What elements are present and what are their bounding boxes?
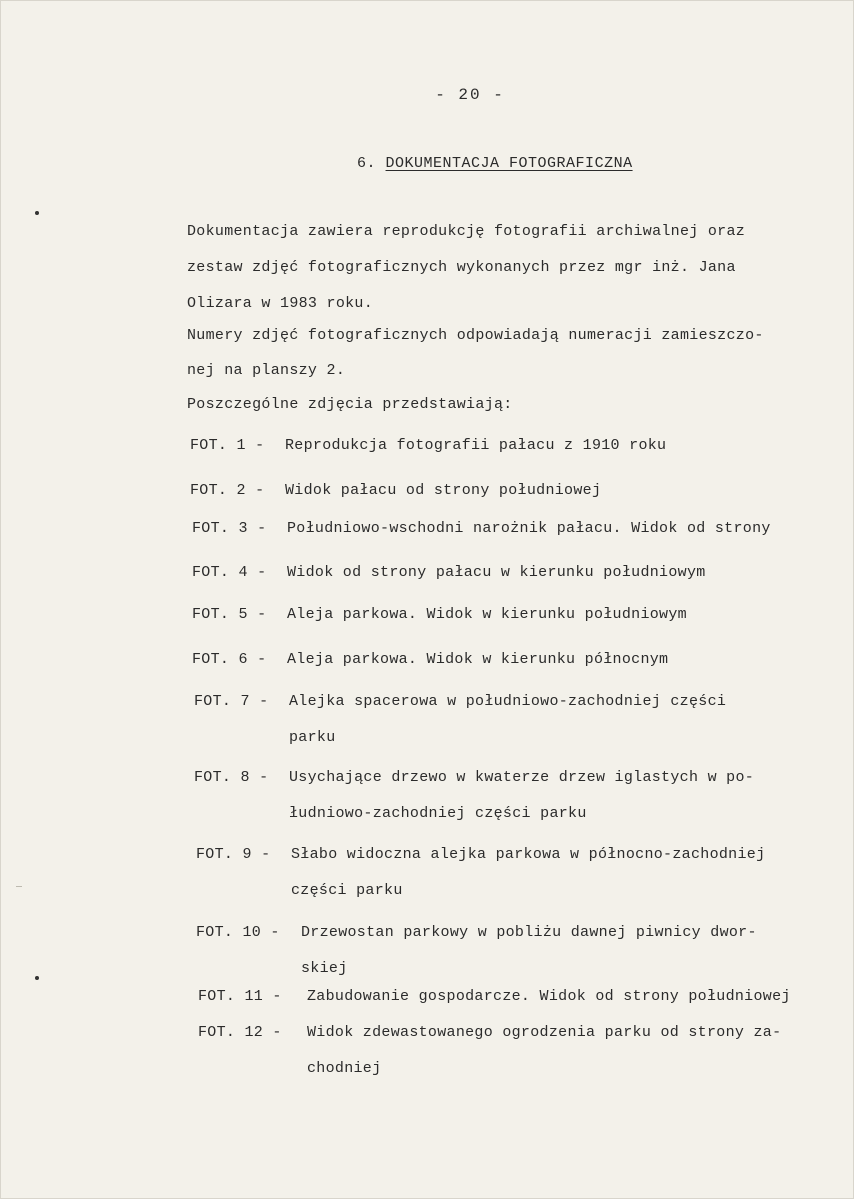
page-number: - 20 -: [435, 86, 505, 104]
photo-description-line: Zabudowanie gospodarcze. Widok od strony południowej: [307, 988, 791, 1005]
photo-label: FOT. 3 -: [192, 520, 267, 537]
photo-description-line: Drzewostan parkowy w pobliżu dawnej piwnicy dwor-: [301, 924, 757, 941]
photo-label: FOT. 11 -: [198, 988, 282, 1005]
photo-description-line: Aleja parkowa. Widok w kierunku północnym: [287, 651, 669, 668]
photo-description-line: łudniowo-zachodniej części parku: [289, 805, 587, 822]
photo-description-line: Widok zdewastowanego ogrodzenia parku od strony za-: [307, 1024, 782, 1041]
intro-line: Poszczególne zdjęcia przedstawiają:: [187, 396, 513, 413]
photo-description-line: chodniej: [307, 1060, 382, 1077]
scan-mark: [16, 886, 22, 887]
photo-label: FOT. 4 -: [192, 564, 267, 581]
intro-line: Olizara w 1983 roku.: [187, 295, 374, 312]
photo-label: FOT. 6 -: [192, 651, 267, 668]
photo-label: FOT. 5 -: [192, 606, 267, 623]
photo-description-line: Widok od strony pałacu w kierunku południowym: [287, 564, 706, 581]
section-title: DOKUMENTACJA FOTOGRAFICZNA: [385, 155, 633, 172]
intro-line: Dokumentacja zawiera reprodukcję fotografii archiwalnej oraz: [187, 223, 746, 240]
photo-label: FOT. 9 -: [196, 846, 271, 863]
intro-line: Numery zdjęć fotograficznych odpowiadają numeracji zamieszczo-: [187, 327, 764, 344]
scan-speck: [35, 211, 39, 215]
section-heading: [357, 155, 633, 172]
scan-speck: [35, 976, 39, 980]
photo-label: FOT. 10 -: [196, 924, 280, 941]
photo-description-line: Aleja parkowa. Widok w kierunku południowym: [287, 606, 687, 623]
photo-description-line: części parku: [291, 882, 403, 899]
section-number: 6.: [357, 155, 377, 172]
photo-description-line: Południowo-wschodni narożnik pałacu. Widok od strony: [287, 520, 771, 537]
photo-description-line: Słabo widoczna alejka parkowa w północno-zachodniej: [291, 846, 766, 863]
photo-description-line: Reprodukcja fotografii pałacu z 1910 roku: [285, 437, 667, 454]
photo-label: FOT. 1 -: [190, 437, 265, 454]
photo-description-line: Widok pałacu od strony południowej: [285, 482, 602, 499]
photo-label: FOT. 8 -: [194, 769, 269, 786]
photo-label: FOT. 12 -: [198, 1024, 282, 1041]
photo-description-line: parku: [289, 729, 336, 746]
photo-description-line: Usychające drzewo w kwaterze drzew iglastych w po-: [289, 769, 755, 786]
intro-line: zestaw zdjęć fotograficznych wykonanych przez mgr inż. Jana: [187, 259, 736, 276]
photo-label: FOT. 2 -: [190, 482, 265, 499]
intro-line: nej na planszy 2.: [187, 362, 346, 379]
photo-label: FOT. 7 -: [194, 693, 269, 710]
photo-description-line: Alejka spacerowa w południowo-zachodniej części: [289, 693, 727, 710]
photo-description-line: skiej: [301, 960, 348, 977]
